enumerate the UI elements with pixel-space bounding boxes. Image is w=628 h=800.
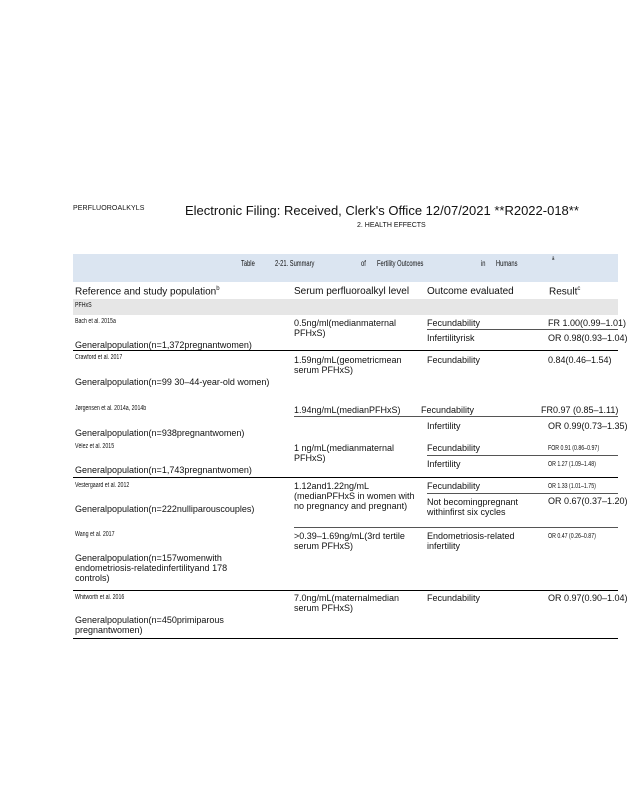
table-caption-bar [73, 254, 618, 282]
row-outcome: Not becomingpregnant withinfirst six cycles [427, 497, 519, 517]
column-header-reference: Reference and study population$^b$ [75, 286, 220, 298]
row-result: OR 1.27 (1.09–1.48) [548, 461, 596, 468]
row-divider [73, 350, 618, 351]
running-head: PERFLUOROALKYLS [73, 205, 145, 212]
row-result: FR0.97 (0.85–1.11) [541, 405, 619, 415]
row-outcome: Infertility [427, 459, 461, 469]
row-population: Generalpopulation(n=1,743pregnantwomen) [75, 465, 252, 475]
row-reference: Crawford et al. 2017 [75, 354, 123, 361]
row-inner-divider [427, 493, 618, 494]
row-serum: >0.39–1.69ng/mL(3rd tertile serum PFHxS) [294, 531, 405, 551]
caption-part: Fertility Outcomes [377, 259, 424, 268]
row-outcome: Endometriosis-related infertility [427, 531, 515, 551]
column-header-result: Result$^c$ [549, 286, 581, 298]
row-outcome: Infertility [427, 421, 461, 431]
row-result: OR 0.67(0.37–1.20) [548, 496, 628, 506]
row-result: FR 1.00(0.99–1.01) [548, 318, 627, 328]
row-inner-divider [427, 455, 618, 456]
row-population: Generalpopulation(n=938pregnantwomen) [75, 428, 245, 438]
row-reference: Bach et al. 2015a [75, 318, 116, 325]
row-inner-divider [294, 416, 618, 417]
row-outcome: Fecundability [427, 443, 481, 453]
caption-part: Table [241, 259, 255, 268]
row-serum: 0.5ng/ml(medianmaternal PFHxS) [294, 318, 397, 338]
section-title: 2. HEALTH EFFECTS [357, 222, 426, 229]
row-result: OR 1.33 (1.01–1.75) [548, 483, 596, 490]
row-population: Generalpopulation(n=1,372pregnantwomen) [75, 340, 252, 350]
row-outcome: Infertilityrisk [427, 333, 475, 343]
row-result: OR 0.98(0.93–1.04) [548, 333, 628, 343]
caption-part: Humans [496, 259, 518, 268]
row-result: 0.84(0.46–1.54) [548, 355, 612, 365]
row-result: OR 0.47 (0.26–0.87) [548, 533, 596, 540]
row-divider [73, 590, 618, 591]
table-bottom-rule [73, 638, 618, 639]
row-reference: Whitworth et al. 2016 [75, 594, 125, 601]
row-serum: 1.12and1.22ng/mL (medianPFHxS in women with no pregnancy and pregnant) [294, 481, 415, 511]
row-serum: 7.0ng/mL(maternalmedian serum PFHxS) [294, 593, 400, 613]
row-serum: 1.94ng/mL(medianPFHxS) [294, 405, 401, 415]
row-reference: Wang et al. 2017 [75, 531, 115, 538]
row-population: Generalpopulation(n=450primiparous pregnantwomen) [75, 615, 224, 635]
row-inner-divider [294, 527, 618, 528]
row-result: FOR 0.91 (0.86–0.97) [548, 445, 600, 452]
row-outcome: Fecundability [427, 481, 481, 491]
filing-stamp: Electronic Filing: Received, Clerk's Office 12/07/2021 **R2022-018** [185, 203, 579, 218]
caption-part: of [361, 259, 366, 268]
column-header-serum: Serum perfluoroalkyl level [294, 286, 410, 297]
row-outcome: Fecundability [427, 318, 481, 328]
caption-footnote: a [552, 256, 555, 262]
row-inner-divider [427, 329, 618, 330]
column-header-outcome: Outcome evaluated [427, 286, 514, 297]
caption-part: 2-21. Summary [275, 259, 315, 268]
row-population: Generalpopulation(n=222nulliparouscouples) [75, 504, 255, 514]
row-serum: 1 ng/mL(medianmaternal PFHxS) [294, 443, 395, 463]
group-label: PFHxS [75, 302, 92, 309]
row-outcome: Fecundability [427, 355, 481, 365]
group-row-bar [73, 299, 618, 315]
row-result: OR 0.97(0.90–1.04) [548, 593, 628, 603]
row-outcome: Fecundability [427, 593, 481, 603]
row-divider [73, 477, 618, 478]
row-reference: Vestergaard et al. 2012 [75, 482, 130, 489]
row-outcome: Fecundability [421, 405, 475, 415]
row-serum: 1.59ng/mL(geometricmean serum PFHxS) [294, 355, 402, 375]
row-result: OR 0.99(0.73–1.35) [548, 421, 628, 431]
row-reference: Vélez et al. 2015 [75, 443, 115, 450]
caption-part: in [481, 259, 486, 268]
row-population: Generalpopulation(n=99 30–44-year-old women) [75, 377, 270, 387]
row-reference: Jørgensen et al. 2014a, 2014b [75, 405, 147, 412]
row-population: Generalpopulation(n=157womenwith endometriosis-relatedinfertilityand 178 controls) [75, 553, 228, 583]
